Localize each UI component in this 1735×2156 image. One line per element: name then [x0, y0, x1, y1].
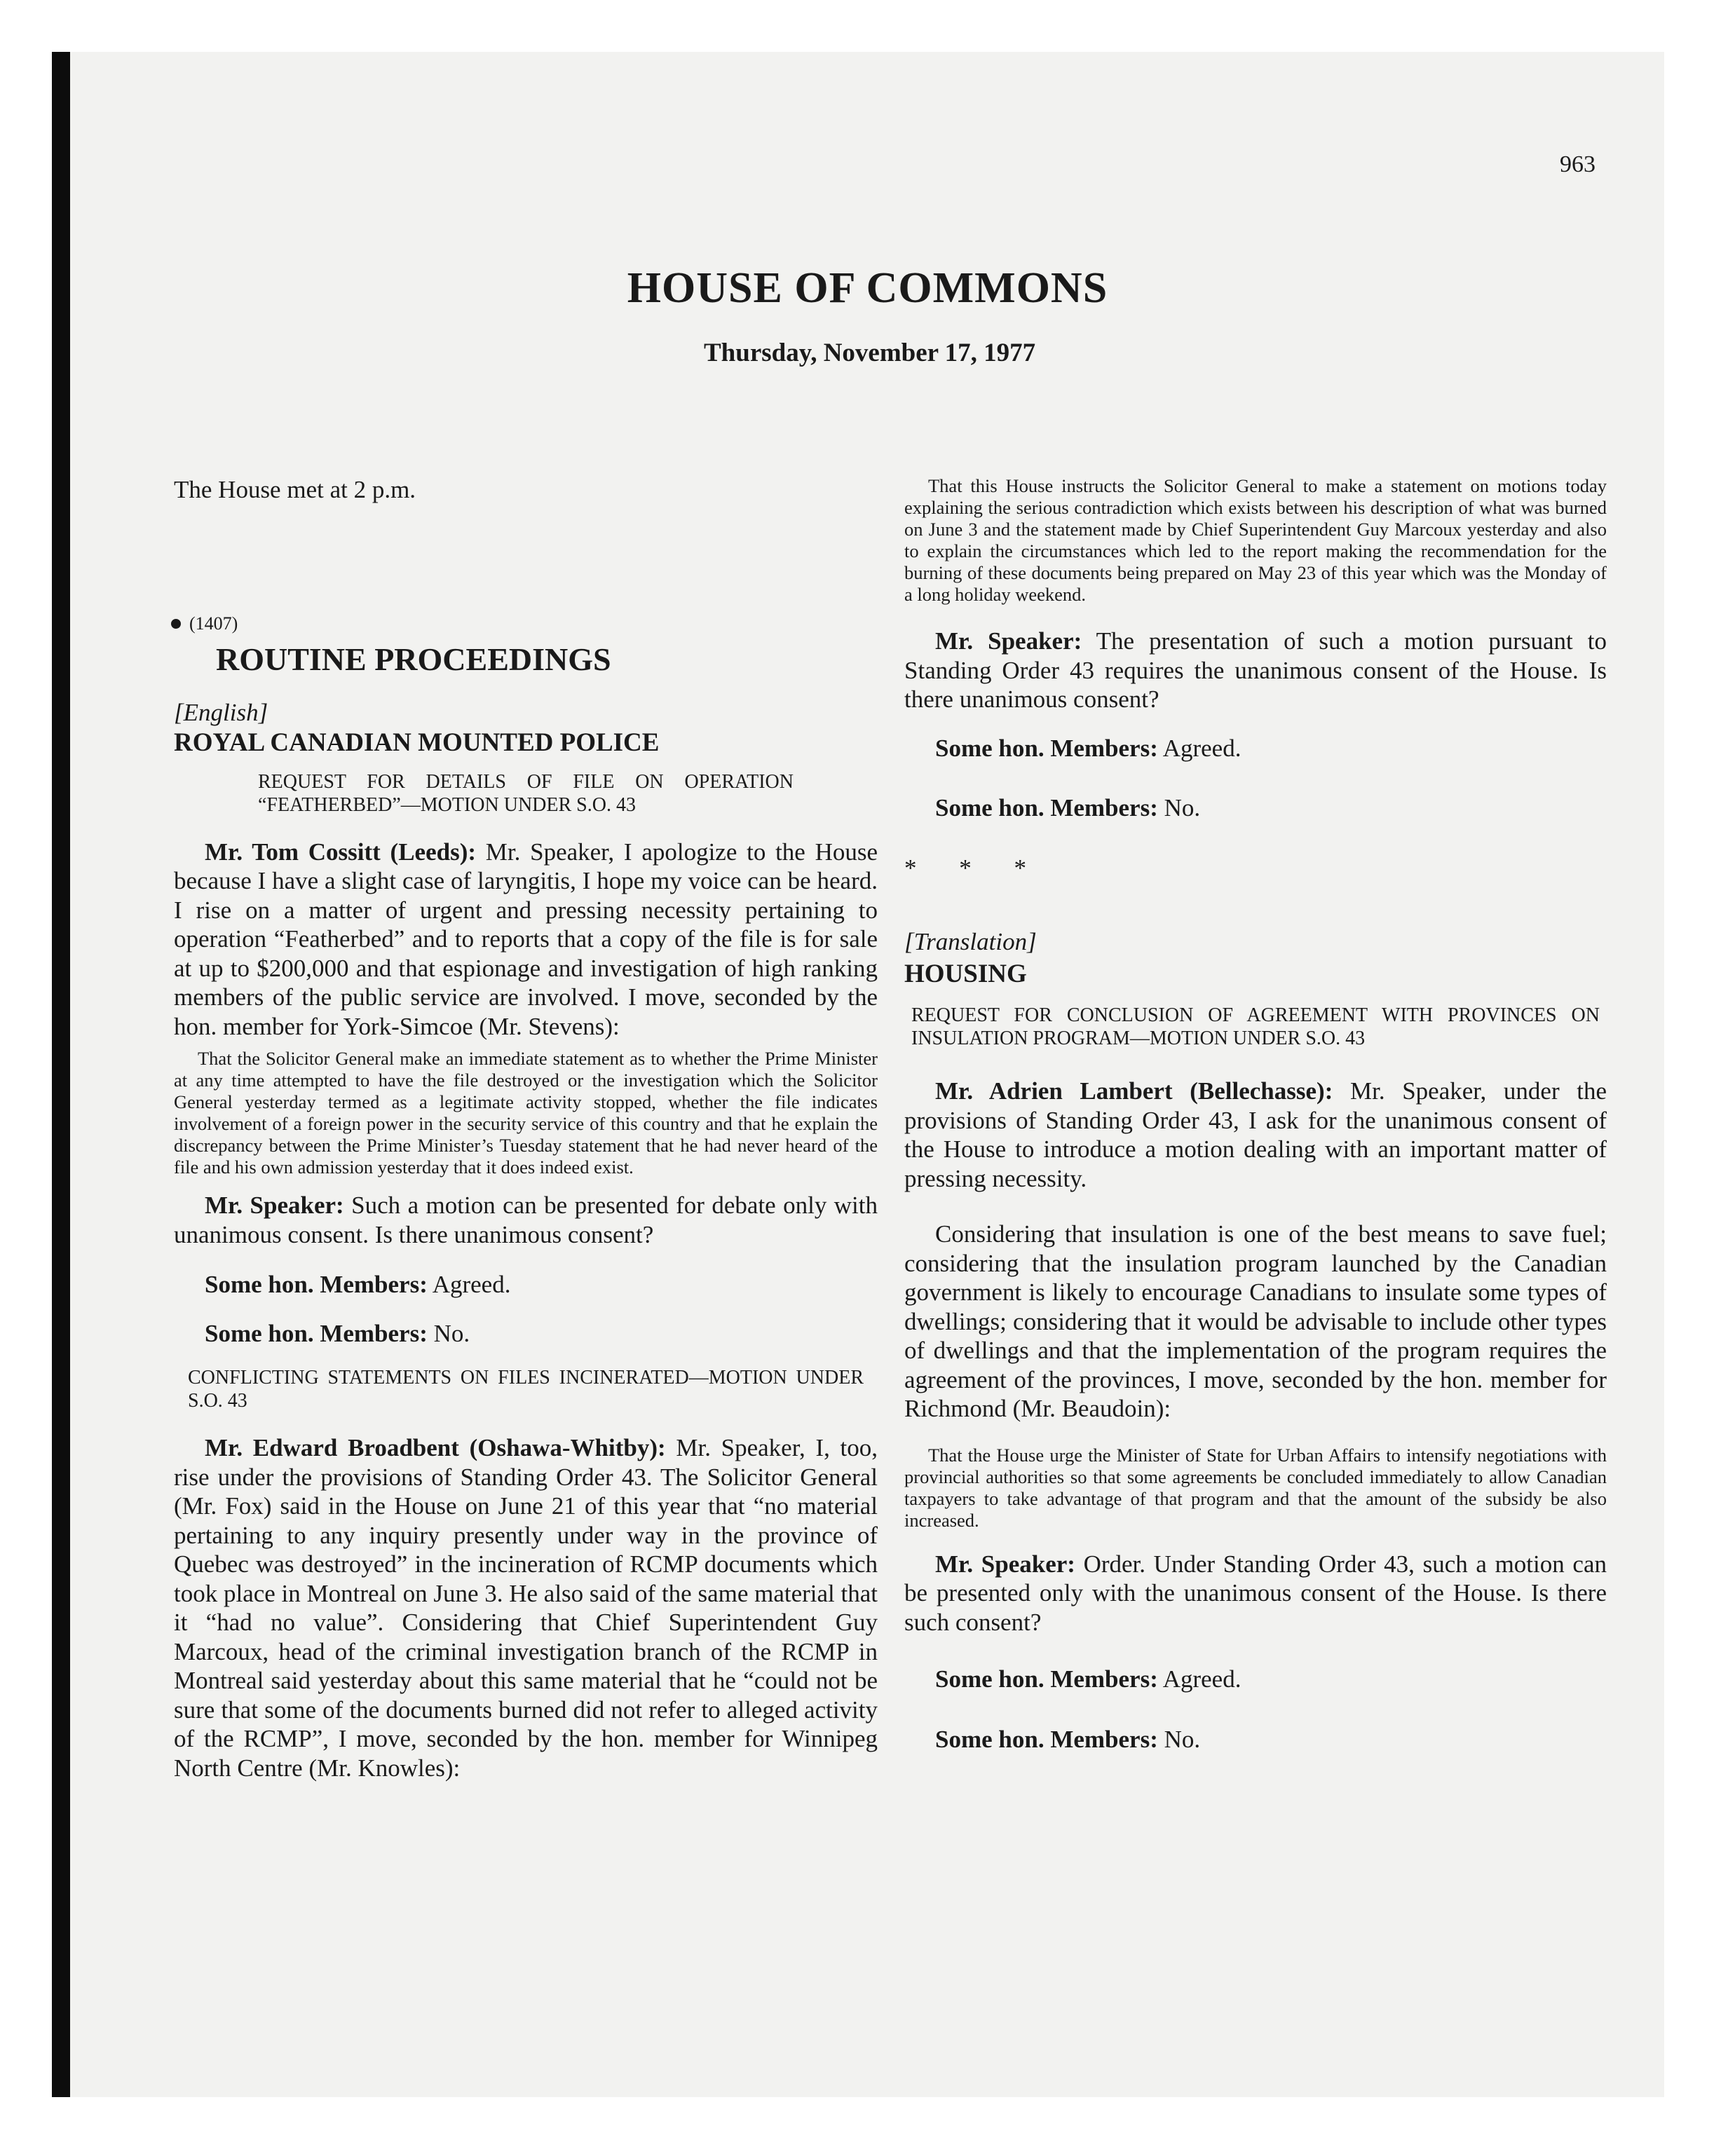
members-no — [904, 793, 1607, 823]
speaker-name: Some hon. Members: — [205, 1271, 428, 1298]
motion-text: That the Solicitor General make an immediate statement as to whether the Prime Minister at any time attempted to have the file destroyed or the investigation which the Solicitor General yesterday termed as a legitimate activity stopped, whether the file indicates involvement of a foreign power in the security service of this country and that he explain the discrepancy between the Prime Minister’s Tuesday statement that he had never heard of the file and his own admission yesterday that it does indeed exist. — [174, 1048, 878, 1178]
speech-text: Agreed. — [1162, 734, 1241, 762]
speaker-name: Some hon. Members: — [205, 1319, 428, 1347]
speech-broadbent — [174, 1433, 878, 1782]
motion-text: That the House urge the Minister of State for Urban Affairs to intensify negotiations with provincial authorities so that some agreements be concluded immediately to allow Canadian taxpayers to take advantage of that program and that the amount of the subsidy be also increased. — [904, 1444, 1607, 1531]
subject-rcmp: ROYAL CANADIAN MOUNTED POLICE — [174, 728, 660, 757]
topic-incinerated: CONFLICTING STATEMENTS ON FILES INCINERATED—MOTION UNDER S.O. 43 — [188, 1367, 864, 1412]
speaker-reply — [904, 627, 1607, 714]
page-number: 963 — [1560, 151, 1595, 177]
speech-text: No. — [433, 1319, 470, 1347]
members-agreed — [174, 1270, 878, 1299]
left-body — [174, 641, 878, 1782]
speaker-name: Mr. Speaker: — [935, 627, 1082, 655]
speaker-name: Mr. Edward Broadbent (Oshawa-Whitby): — [205, 1434, 666, 1461]
speaker-name: Some hon. Members: — [935, 1665, 1158, 1693]
topic-featherbed: REQUEST FOR DETAILS OF FILE ON OPERATION “FEATHERBED”—MOTION UNDER S.O. 43 — [258, 770, 794, 816]
speech-lambert-continued: Considering that insulation is one of the best means to save fuel; considering that the insulation program launched by the Canadian government is likely to encourage Canadians to insulate some types of dwellings; considering that it would be advisable to include other types of dwellings and that the implementation of the program requires the agreement of the provinces, I move, seconded by the hon. member for Richmond (Mr. Beaudoin): — [904, 1220, 1607, 1422]
time-code: (1407) — [189, 613, 238, 634]
speaker-name: Some hon. Members: — [935, 794, 1158, 821]
section-routine-proceedings: ROUTINE PROCEEDINGS — [216, 641, 611, 677]
speaker-name: Some hon. Members: — [935, 1725, 1158, 1753]
right-column — [904, 475, 1607, 1754]
speech-text: Agreed. — [1162, 1665, 1241, 1693]
subject-housing: HOUSING — [904, 959, 1027, 988]
house-met: The House met at 2 p.m. — [174, 476, 416, 503]
speech-text: No. — [1164, 794, 1201, 821]
speaker-reply — [904, 1550, 1607, 1637]
speech-cossitt — [174, 838, 878, 1042]
speech-text: Mr. Speaker, I, too, rise under the provisions of Standing Order 43. The Solicitor General (Mr. Fox) said in the House on June 21 of this year that “no material pertaining to any inquiry presently under way in the province of Quebec was destroyed” in the incineration of RCMP documents which took place in Montreal on June 3. He also said of the same material that it “had no value”. Considering that Chief Superintendent Guy Marcoux, head of the criminal investigation branch of the RCMP in Montreal said yesterday about this same material that he “could not be sure that some of the documents burned did not refer to alleged activity of the RCMP”, I move, seconded by the hon. member for Winnipeg North Centre (Mr. Knowles): — [174, 1434, 878, 1782]
speech-text: The presentation of such a motion pursuant to Standing Order 43 requires the unanimous consent of the House. Is there unanimous consent? — [904, 627, 1607, 713]
speech-text: Such a motion can be presented for debate only with unanimous consent. Is there unanimous consent? — [174, 1192, 878, 1248]
language-note-translation: [Translation] — [904, 928, 1037, 955]
members-no — [174, 1319, 878, 1349]
topic-insulation: REQUEST FOR CONCLUSION OF AGREEMENT WITH PROVINCES ON INSULATION PROGRAM—MOTION UNDER S.O. 43 — [911, 1004, 1600, 1049]
motion-text: That this House instructs the Solicitor General to make a statement on motions today explaining the serious contradiction which exists between his description of what was burned on June 3 and the statement made by Chief Superintendent Guy Marcoux yesterday and also to explain the circumstances which led to the report making the recommendation for the burning of these documents being prepared on May 23 of this year which was the Monday of a long holiday weekend. — [904, 475, 1607, 605]
speaker-reply — [174, 1191, 878, 1249]
members-agreed — [904, 734, 1607, 763]
speaker-name: Mr. Tom Cossitt (Leeds): — [205, 838, 477, 866]
speaker-name: Mr. Speaker: — [205, 1192, 344, 1219]
members-no — [904, 1725, 1607, 1754]
page-title: HOUSE OF COMMONS — [627, 264, 1108, 312]
speaker-name: Mr. Speaker: — [935, 1550, 1075, 1578]
speech-text: Order. Under Standing Order 43, such a motion can be presented only with the unanimous consent of the House. Is there such consent? — [904, 1550, 1607, 1636]
bullet-icon — [171, 619, 181, 629]
speech-text: Agreed. — [432, 1271, 511, 1298]
speaker-name: Mr. Adrien Lambert (Bellechasse): — [935, 1077, 1333, 1105]
speech-text: No. — [1164, 1725, 1201, 1753]
speaker-name: Some hon. Members: — [935, 734, 1158, 762]
members-agreed — [904, 1665, 1607, 1694]
sitting-date: Thursday, November 17, 1977 — [704, 339, 1036, 367]
speech-text: Mr. Speaker, under the provisions of Standing Order 43, I ask for the unanimous consent of the House to introduce a motion dealing with an important matter of pressing necessity. — [904, 1077, 1607, 1192]
binding-edge — [52, 52, 70, 2097]
section-separator: * * * — [904, 854, 1045, 882]
speech-text: Mr. Speaker, I apologize to the House because I have a slight case of laryngitis, I hope my voice can be heard. I rise on a matter of urgent and pressing necessity pertaining to operation “Featherbed” and to reports that a copy of the file is for sale at up to $200,000 and that espionage and investigation of high ranking members of the public service are involved. I move, seconded by the hon. member for York-Simcoe (Mr. Stevens): — [174, 838, 878, 1040]
language-note-english: [English] — [174, 698, 268, 726]
speech-lambert — [904, 1077, 1607, 1193]
left-column — [174, 475, 878, 505]
time-marker — [171, 607, 381, 639]
